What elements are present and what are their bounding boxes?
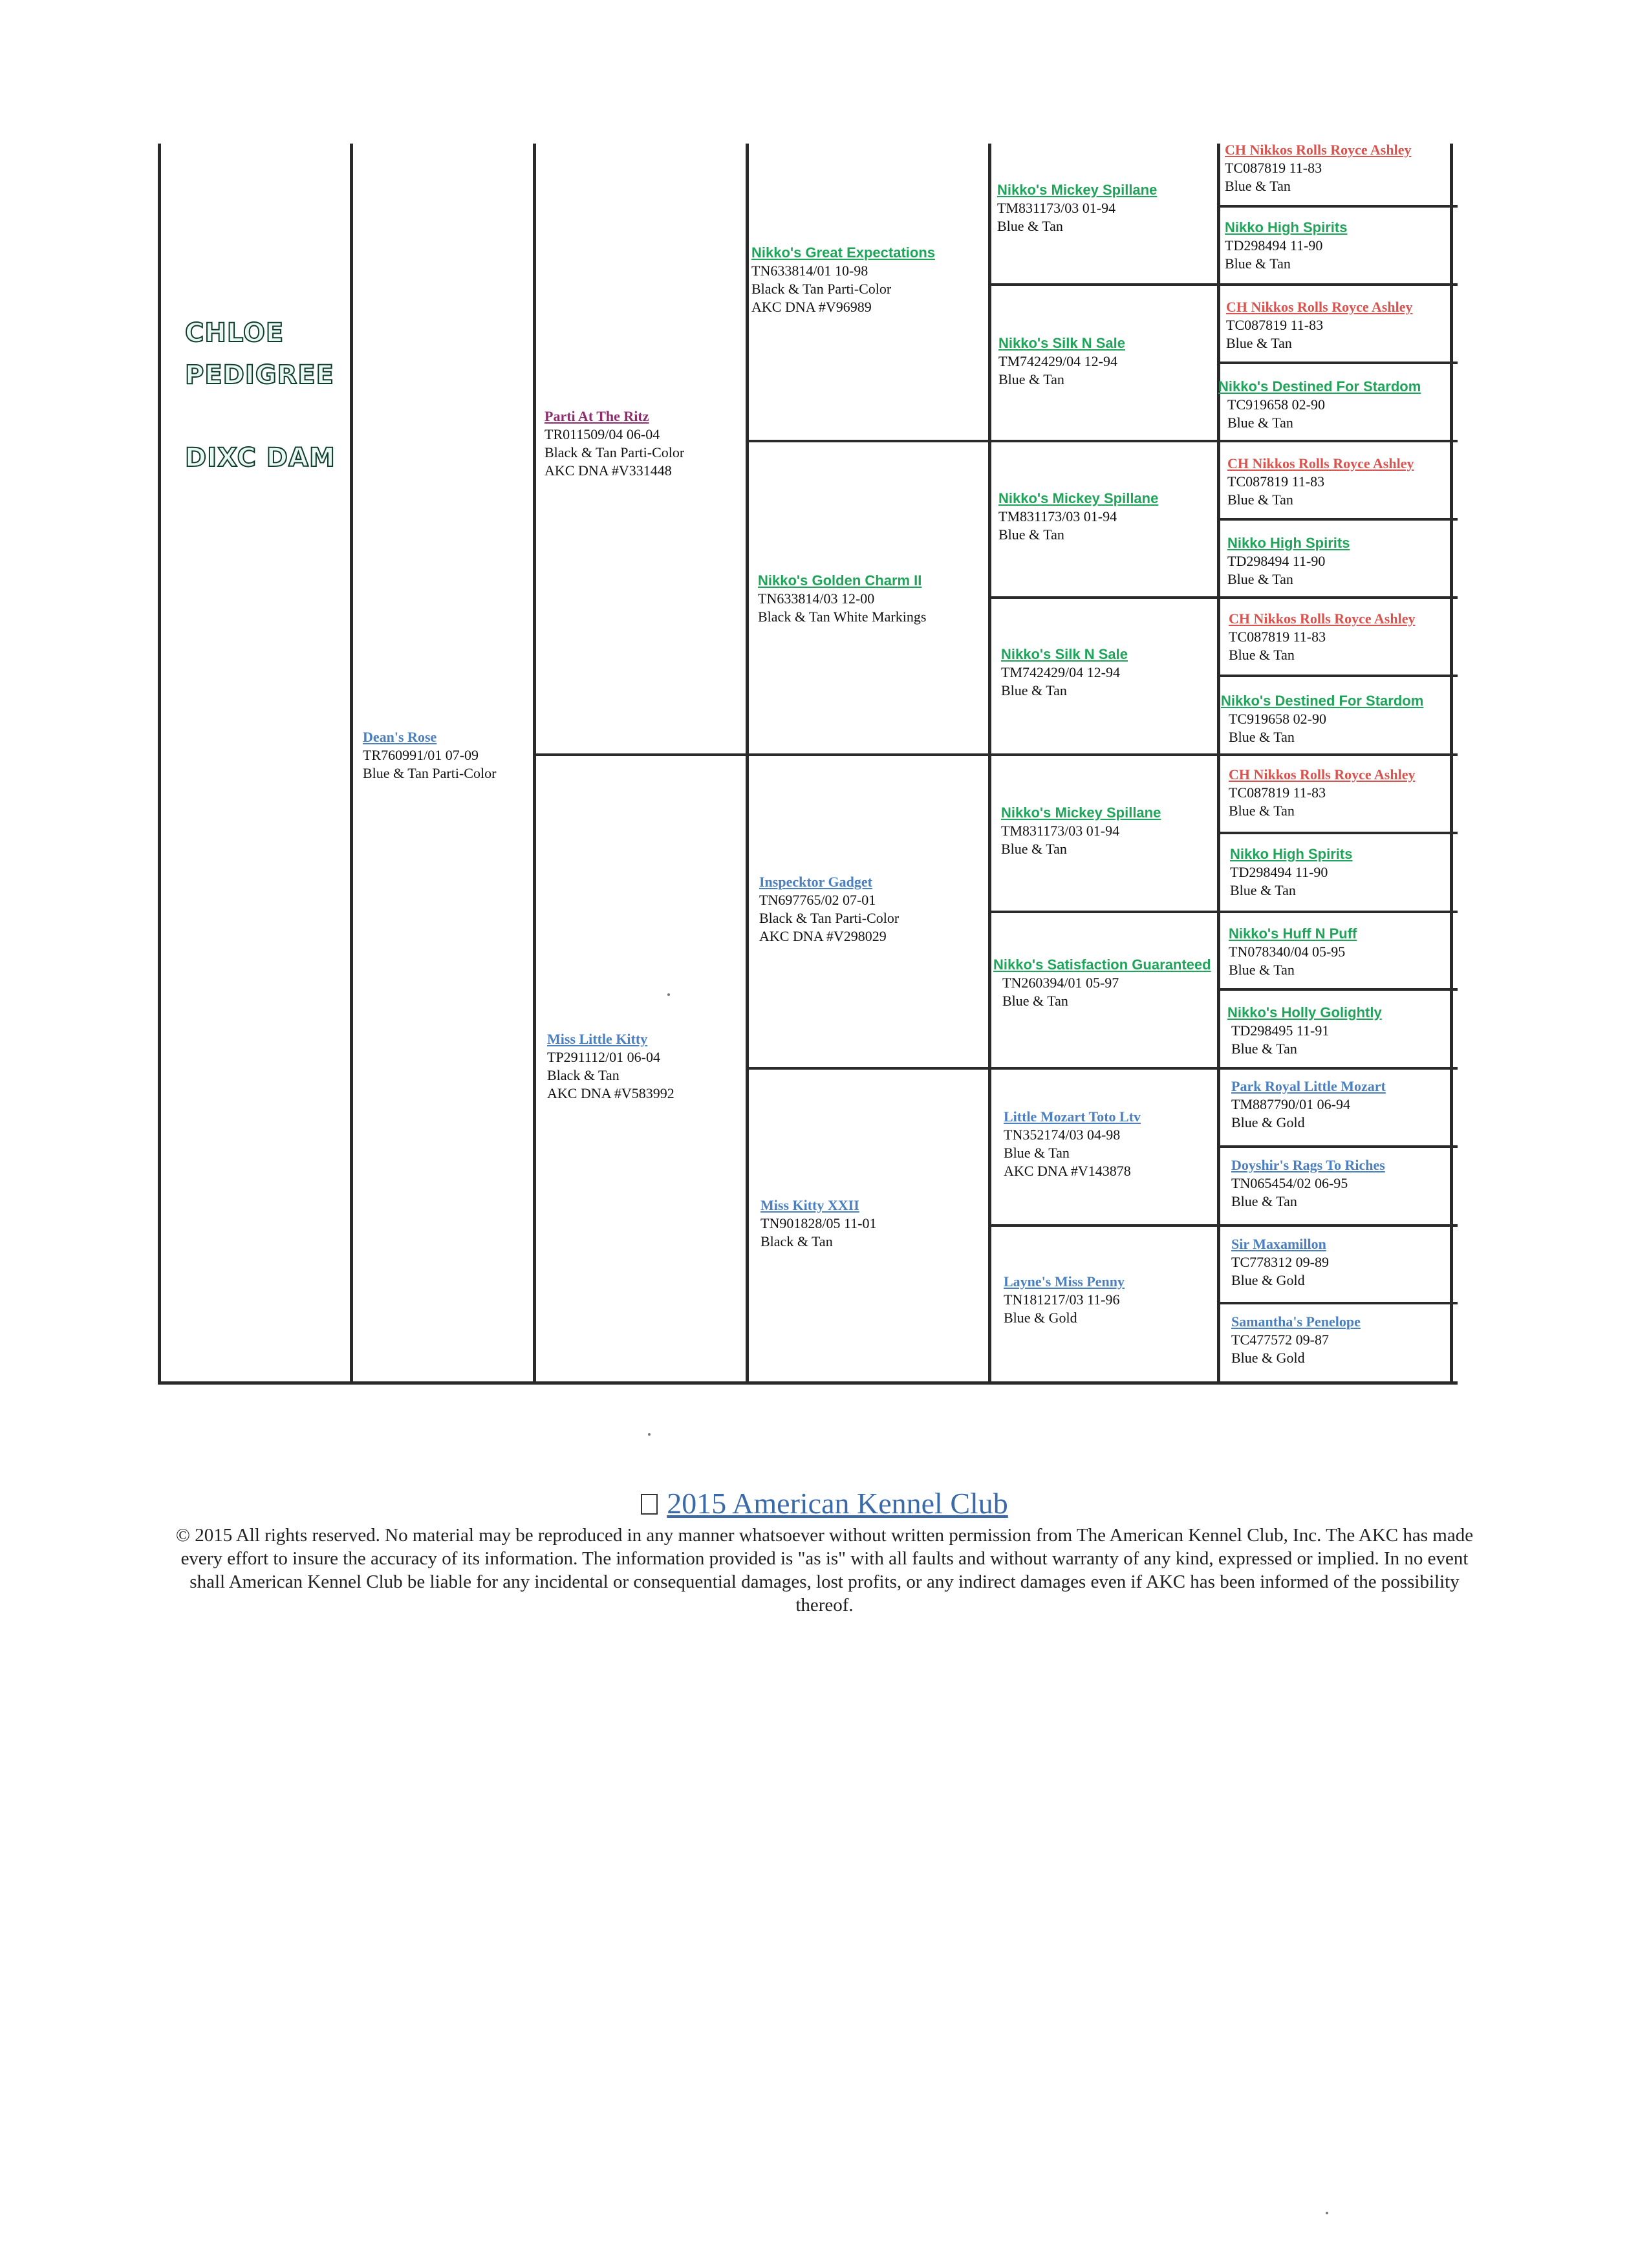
gen3-desc: Black & Tan White Markings [758,609,927,625]
gen4-desc: Blue & Tan [1002,993,1068,1009]
gen5-desc: Blue & Tan [1229,803,1295,819]
gen2-dna: AKC DNA #V331448 [544,462,672,479]
gen4-entry [997,181,1157,235]
gen1-reg: TR760991/01 07-09 [363,747,479,763]
gen5-reg: TD298494 11-90 [1230,864,1328,880]
speck [648,1433,651,1436]
grid-line [533,144,536,1384]
speck [1326,2212,1328,2214]
gen3-entry [759,873,899,945]
gen5-entry [1229,766,1415,820]
gen3-name[interactable]: Miss Kitty XXII [760,1197,859,1213]
gen5-entry [1218,378,1421,432]
gen5-reg: TM887790/01 06-94 [1231,1096,1350,1112]
gen5-entry [1225,141,1411,195]
gen5-name[interactable]: CH Nikkos Rolls Royce Ashley [1229,766,1416,783]
gen4-entry [998,334,1125,389]
checkbox-glyph-icon [641,1494,658,1515]
gen5-reg: TC477572 09-87 [1231,1332,1329,1348]
gen1-entry [363,728,496,783]
gen5-name[interactable]: Nikko High Spirits [1230,846,1353,862]
gen5-entry [1227,534,1350,589]
gen5-entry [1229,610,1415,664]
grid-line [1217,1145,1458,1148]
gen2-entry [547,1030,674,1103]
gen5-name[interactable]: Nikko's Destined For Stardom [1218,378,1421,394]
gen5-name[interactable]: Park Royal Little Mozart [1231,1078,1386,1094]
gen5-reg: TN065454/02 06-95 [1231,1175,1348,1191]
gen4-name[interactable]: Nikko's Satisfaction Guaranteed [993,956,1211,973]
gen5-reg: TC087819 11-83 [1227,473,1325,490]
gen5-desc: Blue & Tan [1229,962,1295,978]
gen5-name[interactable]: Nikko High Spirits [1227,535,1350,551]
gen5-entry [1229,925,1357,979]
gen5-reg: TC778312 09-89 [1231,1254,1329,1270]
gen4-name[interactable]: Nikko's Silk N Sale [998,335,1125,351]
grid-line [158,144,161,1384]
copyright-heading [0,1486,1649,1520]
gen5-reg: TD298495 11-91 [1231,1022,1330,1039]
gen3-dna: AKC DNA #V96989 [751,299,872,315]
gen2-desc: Black & Tan [547,1067,620,1083]
gen3-desc: Black & Tan Parti-Color [759,910,900,926]
grid-line [158,1381,1458,1385]
gen5-entry [1227,1004,1382,1058]
gen3-reg: TN633814/01 10-98 [751,263,868,279]
gen5-name[interactable]: Nikko's Destined For Stardom [1221,693,1424,709]
gen5-reg: TD298494 11-90 [1225,237,1323,254]
gen5-entry [1221,692,1423,746]
akc-link[interactable]: 2015 American Kennel Club [667,1487,1008,1520]
grid-line [1217,988,1458,991]
gen5-reg: TC087819 11-83 [1229,629,1326,645]
grid-line [1217,832,1458,834]
gen5-entry [1227,455,1414,509]
gen5-desc: Blue & Tan [1227,415,1293,431]
gen4-reg: TN181217/03 11-96 [1004,1291,1120,1308]
gen2-reg: TR011509/04 06-04 [544,426,660,442]
gen5-desc: Blue & Tan [1229,729,1295,745]
gen4-name[interactable]: Nikko's Silk N Sale [1001,646,1128,662]
title-chloe: CHLOE [185,318,285,348]
grid-line [988,144,991,1384]
gen4-desc: Blue & Tan [1004,1145,1070,1161]
gen5-desc: Blue & Tan [1229,647,1295,663]
gen5-reg: TC919658 02-90 [1229,711,1326,727]
gen3-reg: TN633814/03 12-00 [758,590,875,607]
gen5-entry [1230,845,1352,900]
grid-line [746,440,1458,442]
grid-line [746,1067,1458,1070]
gen4-desc: Blue & Gold [1004,1310,1077,1326]
gen3-reg: TN697765/02 07-01 [759,892,876,908]
gen3-desc: Black & Tan [760,1233,833,1249]
gen5-reg: TC919658 02-90 [1227,396,1325,413]
gen5-desc: Blue & Tan [1227,571,1293,587]
grid-line [988,911,1458,913]
grid-line [988,596,1458,599]
gen4-name[interactable]: Nikko's Mickey Spillane [1001,805,1161,821]
gen5-desc: Blue & Tan [1227,491,1293,508]
gen2-desc: Black & Tan Parti-Color [544,444,685,460]
gen4-reg: TM831173/03 01-94 [997,200,1116,216]
gen2-name[interactable]: Miss Little Kitty [547,1031,648,1047]
gen5-name[interactable]: CH Nikkos Rolls Royce Ashley [1227,455,1414,471]
gen3-entry [760,1196,876,1251]
grid-line [1217,675,1458,677]
gen4-reg: TM831173/03 01-94 [998,508,1117,524]
grid-line [1217,1302,1458,1304]
gen5-name[interactable]: Samantha's Penelope [1231,1313,1361,1330]
gen5-desc: Blue & Gold [1231,1272,1305,1288]
gen4-reg: TM742429/04 12-94 [1001,664,1120,680]
grid-line [1217,518,1458,521]
gen1-desc: Blue & Tan Parti-Color [363,765,497,781]
gen3-desc: Black & Tan Parti-Color [751,281,892,297]
gen5-name[interactable]: Nikko High Spirits [1225,219,1348,235]
grid-line [1217,362,1458,364]
gen4-name[interactable]: Little Mozart Toto Ltv [1004,1108,1141,1125]
gen5-reg: TN078340/04 05-95 [1229,944,1346,960]
gen5-name[interactable]: CH Nikkos Rolls Royce Ashley [1226,299,1413,315]
gen4-entry [1004,1273,1125,1327]
gen2-name[interactable]: Parti At The Ritz [544,408,649,424]
gen4-entry [998,490,1158,544]
gen2-reg: TP291112/01 06-04 [547,1049,660,1065]
title-pedigree: PEDIGREE [185,360,335,390]
gen5-entry [1231,1235,1329,1290]
gen5-desc: Blue & Tan [1231,1193,1297,1209]
gen3-name[interactable]: Nikko's Great Expectations [751,244,936,261]
gen3-entry [751,244,935,316]
gen5-name[interactable]: Nikko's Holly Golightly [1227,1004,1382,1021]
gen5-name[interactable]: Sir Maxamillon [1231,1236,1326,1252]
gen5-entry [1231,1156,1385,1211]
gen5-reg: TC087819 11-83 [1225,160,1322,176]
gen5-entry [1225,219,1347,273]
gen4-desc: Blue & Tan [1001,682,1067,698]
gen4-name[interactable]: Nikko's Mickey Spillane [998,490,1159,506]
grid-line [746,144,749,1384]
gen4-entry [993,956,1211,1010]
gen3-reg: TN901828/05 11-01 [760,1215,877,1231]
gen3-entry [758,572,926,626]
gen4-reg: TN352174/03 04-98 [1004,1127,1121,1143]
gen2-dna: AKC DNA #V583992 [547,1085,674,1101]
gen5-entry [1231,1077,1386,1132]
gen5-name[interactable]: Nikko's Huff N Puff [1229,925,1357,942]
gen5-desc: Blue & Gold [1231,1114,1305,1130]
gen5-desc: Blue & Tan [1225,255,1291,272]
gen5-desc: Blue & Tan [1226,335,1292,351]
title-dam: DIXC DAM [185,443,336,473]
gen3-name[interactable]: Inspecktor Gadget [759,874,872,890]
gen5-reg: TC087819 11-83 [1229,784,1326,801]
gen4-reg: TN260394/01 05-97 [1002,975,1119,991]
gen4-dna: AKC DNA #V143878 [1004,1163,1131,1179]
gen5-desc: Blue & Tan [1225,178,1291,194]
gen4-desc: Blue & Tan [997,218,1063,234]
grid-line [533,753,1458,756]
grid-line [1450,144,1453,1384]
gen4-desc: Blue & Tan [998,371,1064,387]
gen4-entry [1001,804,1161,858]
gen5-desc: Blue & Tan [1231,1041,1297,1057]
gen4-name[interactable]: Nikko's Mickey Spillane [997,182,1158,198]
gen3-name[interactable]: Nikko's Golden Charm II [758,572,922,589]
gen5-name[interactable]: CH Nikkos Rolls Royce Ashley [1229,610,1416,627]
gen5-entry [1231,1313,1361,1367]
gen4-desc: Blue & Tan [1001,841,1067,857]
gen5-desc: Blue & Tan [1230,882,1296,898]
grid-line [988,1224,1458,1227]
gen4-name[interactable]: Layne's Miss Penny [1004,1273,1125,1290]
gen4-reg: TM742429/04 12-94 [998,353,1117,369]
gen3-dna: AKC DNA #V298029 [759,928,887,944]
speck [667,993,670,996]
grid-line [1217,205,1458,208]
grid-line [988,283,1458,286]
gen4-entry [1001,645,1128,700]
gen4-reg: TM831173/03 01-94 [1001,823,1120,839]
grid-line [350,144,353,1384]
gen5-reg: TD298494 11-90 [1227,553,1326,569]
gen4-desc: Blue & Tan [998,526,1064,543]
gen5-entry [1226,298,1412,352]
grid-line [1217,144,1220,1384]
gen5-reg: TC087819 11-83 [1226,317,1324,333]
legal-notice: © 2015 All rights reserved. No material may be reproduced in any manner whatsoever without written permission from The American Kennel Club, Inc. The AKC has made every effort to insure the accuracy of its information. The information provided is "as is" with all faults and without warranty of any kind, expressed or implied. In no event shall American Kennel Club be liable for any incidental or consequential damages, lost profits, or any indirect damages even if AKC has been informed of the possibility thereof. [175,1525,1474,1615]
gen1-name[interactable]: Dean's Rose [363,729,437,745]
gen5-name[interactable]: Doyshir's Rags To Riches [1231,1157,1385,1173]
gen5-name[interactable]: CH Nikkos Rolls Royce Ashley [1225,142,1412,158]
gen4-entry [1004,1108,1141,1180]
gen2-entry [544,407,684,480]
gen5-desc: Blue & Gold [1231,1350,1305,1366]
